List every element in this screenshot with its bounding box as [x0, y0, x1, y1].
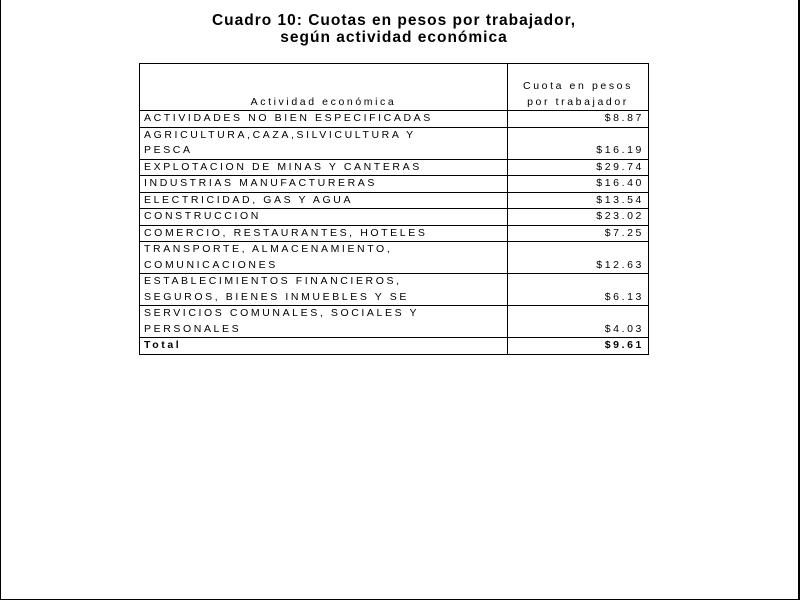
activity-line: CONSTRUCCION: [144, 210, 261, 222]
quota-cell: $13.54: [508, 192, 649, 209]
table-row: [140, 209, 649, 226]
activity-line: PERSONALES: [144, 322, 242, 335]
total-label: Total: [140, 338, 508, 355]
page-title: [140, 12, 648, 46]
quota-cell: $12.63: [508, 242, 649, 274]
quota-cell: $6.13: [508, 274, 649, 306]
activity-cell: [140, 274, 508, 306]
quota-cell: $4.03: [508, 306, 649, 338]
activity-cell: [140, 225, 508, 242]
quota-cell: $8.87: [508, 111, 649, 128]
table-row-total: [140, 338, 649, 355]
activity-line: COMUNICACIONES: [144, 258, 278, 271]
activity-cell: [140, 111, 508, 128]
table-row: [140, 176, 649, 193]
table-row: [140, 225, 649, 242]
activity-line: SERVICIOS COMUNALES, SOCIALES Y: [144, 307, 420, 319]
activity-line: PESCA: [144, 144, 193, 156]
activity-line: ACTIVIDADES NO BIEN ESPECIFICADAS: [144, 112, 433, 124]
header-quota-line-2: por trabajador: [527, 95, 629, 108]
activity-line: SEGUROS, BIENES INMUEBLES Y SE: [144, 290, 409, 303]
activity-line: COMERCIO, RESTAURANTES, HOTELES: [144, 226, 428, 239]
table-row: [140, 274, 649, 306]
activity-line: TRANSPORTE, ALMACENAMIENTO,: [144, 243, 393, 255]
activity-cell: [140, 127, 508, 159]
table-body: [140, 111, 649, 355]
activity-cell: [140, 306, 508, 338]
quota-cell: $16.19: [508, 127, 649, 159]
table-row: [140, 242, 649, 274]
table-header-row: [140, 64, 649, 111]
title-line-2: según actividad económica: [280, 29, 508, 46]
table-row: [140, 159, 649, 176]
activity-cell: [140, 159, 508, 176]
header-activity: Actividad económica: [140, 64, 508, 111]
activity-line: AGRICULTURA,CAZA,SILVICULTURA Y: [144, 128, 416, 141]
activity-cell: [140, 209, 508, 226]
activity-cell: [140, 192, 508, 209]
quota-cell: $7.25: [508, 225, 649, 242]
activity-line: ELECTRICIDAD, GAS Y AGUA: [144, 193, 354, 206]
total-value: $9.61: [508, 338, 649, 355]
quota-table: [139, 63, 649, 355]
header-quota-line-1: Cuota en pesos: [523, 80, 633, 92]
table-row: [140, 111, 649, 128]
quota-cell: $16.40: [508, 176, 649, 193]
quota-cell: $23.02: [508, 209, 649, 226]
table-row: [140, 127, 649, 159]
activity-cell: [140, 242, 508, 274]
title-line-1: Cuadro 10: Cuotas en pesos por trabajador,: [211, 12, 577, 29]
header-quota: [508, 64, 649, 111]
quota-cell: $29.74: [508, 159, 649, 176]
activity-cell: [140, 176, 508, 193]
table-row: [140, 306, 649, 338]
activity-line: EXPLOTACION DE MINAS Y CANTERAS: [144, 160, 422, 173]
activity-line: ESTABLECIMIENTOS FINANCIEROS,: [144, 275, 402, 287]
table-row: [140, 192, 649, 209]
activity-line: INDUSTRIAS MANUFACTURERAS: [144, 177, 378, 189]
